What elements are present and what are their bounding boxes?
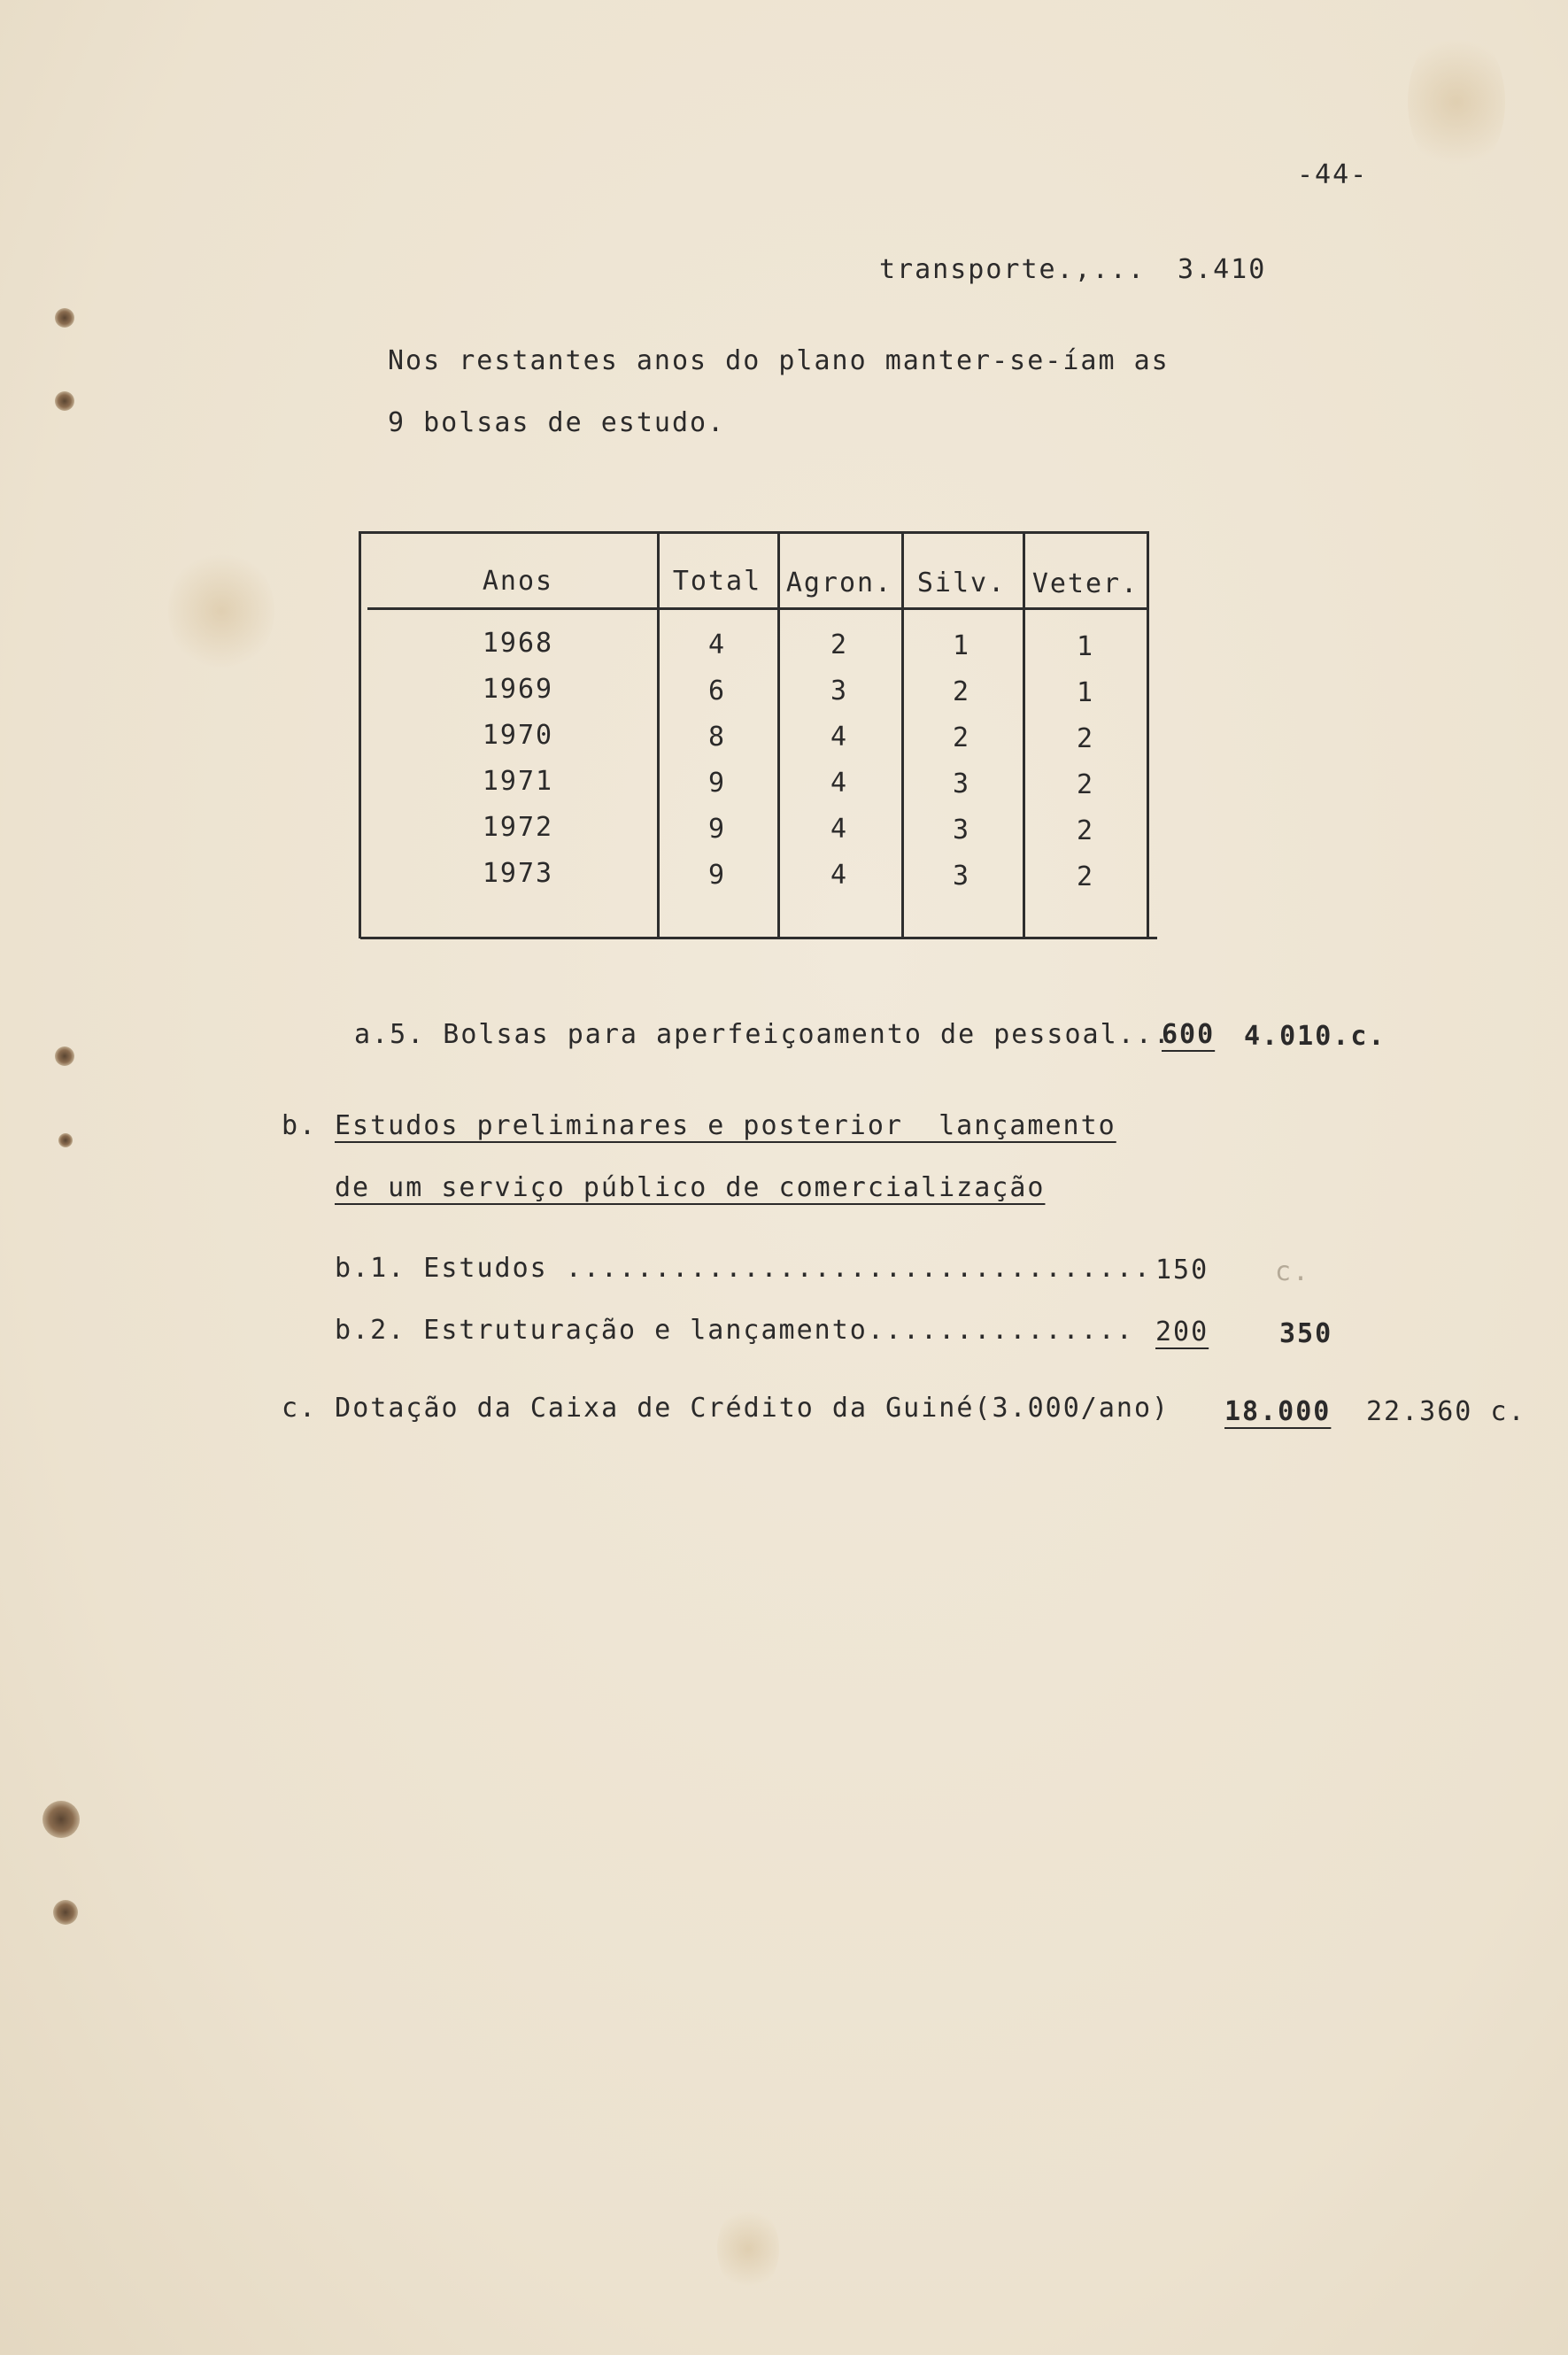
scholarship-table bbox=[359, 531, 1155, 943]
table-cell-silv: 1 bbox=[952, 630, 971, 661]
punch-hole bbox=[55, 391, 74, 411]
item-a5-subtotal: 4.010.c. bbox=[1244, 1021, 1386, 1052]
punch-hole bbox=[42, 1801, 80, 1838]
table-cell-silv: 3 bbox=[952, 815, 971, 845]
paragraph-line-2: 9 bolsas de estudo. bbox=[388, 407, 726, 438]
table-header-agron: Agron. bbox=[785, 568, 893, 598]
item-b2-value: 200 bbox=[1155, 1316, 1209, 1347]
item-a5-label: a.5. Bolsas para aperfeiçoamento de pessoal... bbox=[354, 1019, 1171, 1050]
table-cell-veter: 2 bbox=[1076, 723, 1095, 754]
item-c-total: 22.360 c. bbox=[1366, 1396, 1526, 1427]
paper-stain bbox=[168, 549, 274, 673]
table-cell-silv: 2 bbox=[952, 676, 971, 707]
table-cell-veter: 2 bbox=[1076, 861, 1095, 892]
table-cell-total: 9 bbox=[707, 860, 727, 891]
table-cell-year: 1969 bbox=[482, 674, 554, 705]
table-cell-silv: 3 bbox=[952, 768, 971, 799]
page-number: -44- bbox=[1297, 159, 1369, 190]
punch-hole bbox=[58, 1133, 73, 1147]
table-cell-total: 9 bbox=[707, 768, 727, 799]
transport-label: transporte.,... bbox=[879, 254, 1146, 285]
punch-hole bbox=[53, 1900, 78, 1925]
table-cell-silv: 3 bbox=[952, 861, 971, 892]
table-cell-year: 1972 bbox=[482, 812, 554, 843]
table-cell-veter: 1 bbox=[1076, 677, 1095, 708]
item-c-value: 18.000 bbox=[1224, 1396, 1332, 1427]
table-cell-agron: 4 bbox=[830, 860, 849, 891]
item-b1-value: 150 bbox=[1155, 1255, 1209, 1286]
punch-hole bbox=[55, 1046, 74, 1066]
item-b2-subtotal: 350 bbox=[1279, 1318, 1333, 1349]
table-cell-year: 1968 bbox=[482, 628, 554, 659]
table-header-veter: Veter. bbox=[1031, 568, 1139, 599]
table-cell-agron: 2 bbox=[830, 629, 849, 660]
table-cell-total: 6 bbox=[707, 676, 727, 706]
item-c-label: c. Dotação da Caixa de Crédito da Guiné(3.000/ano) bbox=[282, 1393, 1170, 1424]
table-cell-total: 8 bbox=[707, 722, 727, 753]
item-b1-label: b.1. Estudos ................................. bbox=[335, 1253, 1152, 1284]
table-cell-agron: 4 bbox=[830, 768, 849, 799]
item-b2-label: b.2. Estruturação e lançamento............... bbox=[335, 1315, 1134, 1346]
punch-hole bbox=[55, 308, 74, 328]
table-cell-year: 1973 bbox=[482, 858, 554, 889]
table-cell-agron: 4 bbox=[830, 814, 849, 845]
section-b-marker: b. bbox=[282, 1110, 318, 1141]
table-header-anos: Anos bbox=[482, 566, 554, 597]
table-cell-veter: 2 bbox=[1076, 769, 1095, 800]
paper-stain bbox=[1408, 27, 1505, 177]
paragraph-line-1: Nos restantes anos do plano manter-se-íam as bbox=[388, 345, 1170, 376]
transport-value: 3.410 bbox=[1178, 254, 1267, 285]
table-cell-agron: 4 bbox=[830, 722, 849, 753]
table-cell-year: 1971 bbox=[482, 766, 554, 797]
section-b-title-line-2: de um serviço público de comercialização bbox=[335, 1172, 1046, 1203]
table-cell-total: 4 bbox=[707, 629, 727, 660]
table-cell-veter: 1 bbox=[1076, 631, 1095, 662]
table-cell-year: 1970 bbox=[482, 720, 554, 751]
table-header-total: Total bbox=[672, 566, 762, 597]
item-b1-suffix: c. bbox=[1275, 1256, 1311, 1287]
section-b-title-line-1: Estudos preliminares e posterior lançamento bbox=[335, 1110, 1116, 1141]
table-cell-agron: 3 bbox=[830, 676, 849, 706]
table-cell-veter: 2 bbox=[1076, 815, 1095, 846]
table-header-silv: Silv. bbox=[916, 568, 1007, 598]
paper-stain bbox=[717, 2204, 779, 2293]
item-a5-value: 600 bbox=[1162, 1019, 1216, 1050]
table-cell-silv: 2 bbox=[952, 722, 971, 753]
table-cell-total: 9 bbox=[707, 814, 727, 845]
